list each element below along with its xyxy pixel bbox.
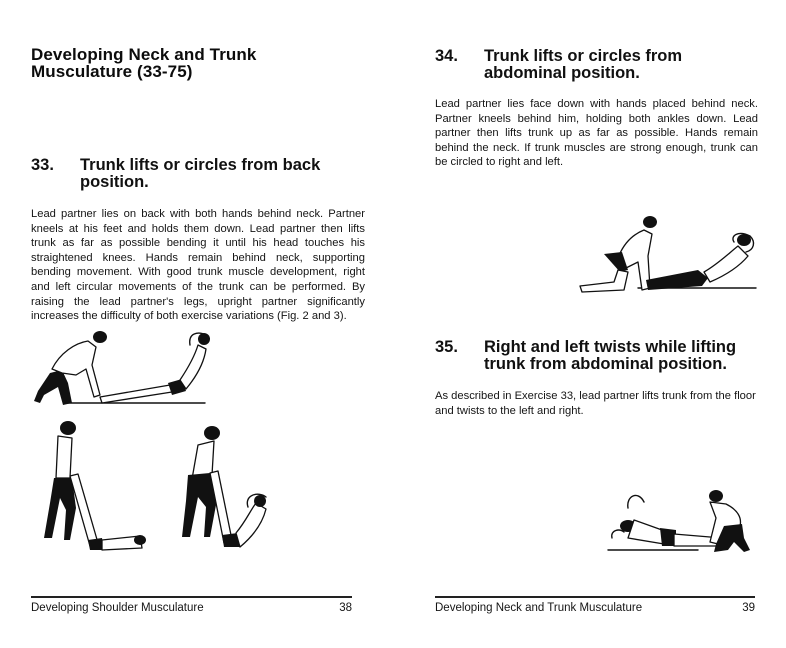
exercise-number: 35.: [435, 338, 458, 356]
exercise-title: Trunk lifts or circles from abdominal position.: [484, 47, 683, 82]
lead-legs: [100, 385, 172, 403]
lead-torso: [180, 345, 206, 389]
lead-torso: [236, 503, 266, 547]
partner-head: [709, 490, 723, 502]
exercise-35-description: As described in Exercise 33, lead partner lifts trunk from the floor and twists to the left and right.: [435, 390, 756, 417]
illustration-twist-trunk-lift: [598, 482, 758, 557]
exercise-number: 33.: [31, 156, 54, 174]
partner-head: [204, 426, 220, 440]
lead-head: [254, 495, 266, 507]
lead-legs-shorts: [646, 270, 708, 290]
illustration-kneeling-trunk-lift: [30, 325, 210, 410]
illustration-standing-lying: [30, 418, 150, 558]
partner-legs: [44, 478, 76, 540]
partner-head: [93, 331, 107, 343]
exercise-title: Trunk lifts or circles from back position.: [80, 156, 321, 191]
exercise-34-heading: [435, 48, 775, 88]
lead-arm-lower: [612, 530, 624, 538]
lead-head: [134, 535, 146, 545]
chapter-title-line-2: Musculature (33-75): [31, 62, 193, 81]
illustration-prone-trunk-lift: [578, 212, 758, 297]
exercise-title: Right and left twists while lifting trunk from abdominal position.: [484, 338, 737, 373]
footer-section-title: Developing Shoulder Musculature: [31, 602, 204, 614]
chapter-title-line-1: Developing Neck and Trunk: [31, 45, 257, 64]
lead-arm-raised: [628, 495, 644, 508]
exercise-33-description: Lead partner lies on back with both hands behind neck. Partner kneels at his feet and holds them down. Lead partner then lifts trunk as far as possible bending it until his head touches his straightened knees. Hands remain behind neck, supporting bending movement. With good trunk muscle development, right and left circular movements of the trunk can be performed. By raising the lead partner's legs, upright partner significantly increases the difficulty of both exercise variations (Fig. 2 and 3).: [31, 208, 365, 323]
partner-legs: [34, 370, 72, 405]
chapter-title: [31, 46, 256, 80]
lead-torso: [704, 246, 748, 282]
partner-legs: [580, 270, 628, 292]
lead-torso: [628, 520, 664, 544]
exercise-33-heading: [31, 157, 371, 197]
exercise-34-description: Lead partner lies face down with hands placed behind neck. Partner kneels behind him, holding both ankles down. Lead partner then lifts trunk up as far as possible. Hands remain behind the neck. If trunk muscles are strong enough, trunk can be circled to right and left.: [435, 98, 758, 169]
partner-head: [643, 216, 657, 228]
partner-legs: [182, 473, 216, 537]
partner-torso: [56, 436, 72, 478]
page-number: 39: [742, 602, 755, 614]
footer-rule: [31, 596, 352, 598]
partner-head: [60, 421, 76, 435]
page-number: 38: [339, 602, 352, 614]
exercise-35-heading: [435, 339, 775, 379]
exercise-number: 34.: [435, 47, 458, 65]
footer-rule: [435, 596, 755, 598]
illustration-standing-trunk-lift: [170, 425, 280, 555]
right-page: [393, 0, 786, 648]
footer-section-title: Developing Neck and Trunk Musculature: [435, 602, 643, 614]
